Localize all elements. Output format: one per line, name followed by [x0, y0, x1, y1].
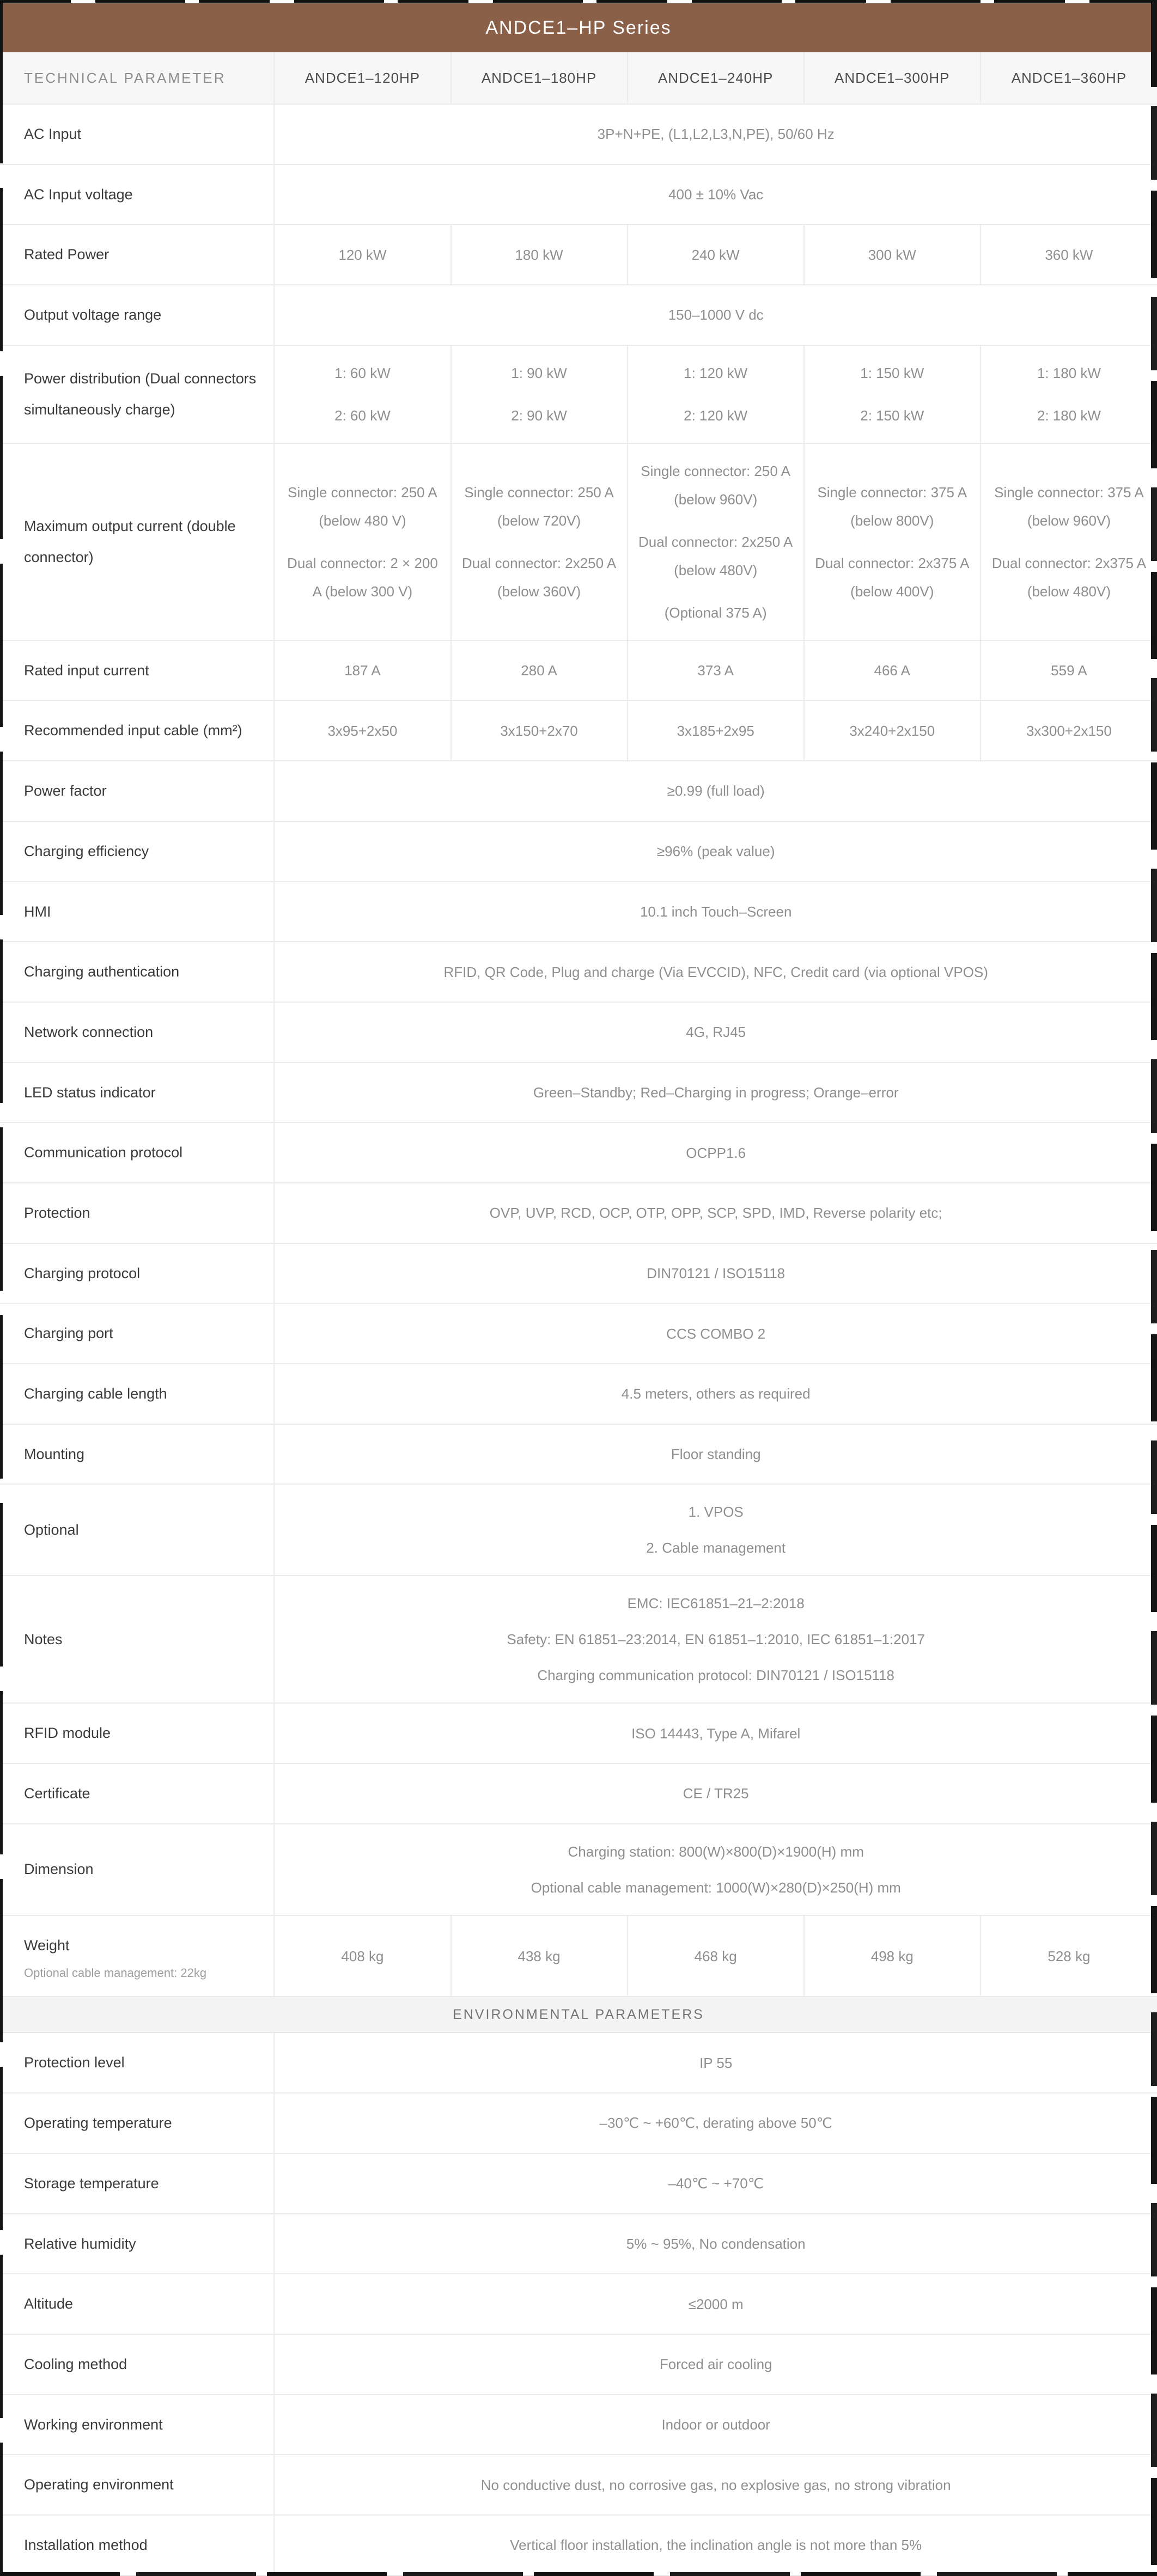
row-label: Charging efficiency — [24, 843, 149, 859]
column-header-row — [0, 52, 1157, 104]
value-cell — [981, 640, 1157, 701]
value-line: Single connector: 375 A (below 960V) — [994, 484, 1144, 529]
value-line: Optional cable management: 1000(W)×280(D)×250(H) mm — [531, 1879, 901, 1896]
row-sublabel: Optional cable management: 22kg — [24, 1966, 207, 1980]
row-label: Recommended input cable (mm²) — [24, 722, 242, 739]
table-row — [0, 942, 1157, 1002]
row-label-cell — [0, 1303, 274, 1364]
row-label-cell — [0, 2395, 274, 2455]
merged-value-cell — [274, 882, 1157, 942]
value-cell — [804, 700, 981, 761]
value-line: 180 kW — [515, 246, 563, 263]
merged-value-cell — [274, 1763, 1157, 1824]
value-line: Dual connector: 2x375 A (below 400V) — [815, 554, 970, 600]
row-label-cell — [0, 1063, 274, 1123]
table-row — [0, 2395, 1157, 2455]
value-line: 438 kg — [517, 1948, 561, 1964]
table-row — [0, 2274, 1157, 2334]
row-label: Output voltage range — [24, 307, 162, 323]
table-row — [0, 1763, 1157, 1824]
value-cell — [628, 640, 804, 701]
column-header-model-2: ANDCE1–180HP — [451, 52, 628, 104]
column-header-row — [0, 52, 1157, 104]
table-row — [0, 2515, 1157, 2575]
value-line: 3x300+2x150 — [1026, 722, 1112, 739]
value-line: DIN70121 / ISO15118 — [647, 1265, 785, 1281]
row-label: Weight — [24, 1937, 70, 1954]
row-label-cell — [0, 640, 274, 701]
value-line: Safety: EN 61851–23:2014, EN 61851–1:2010, IEC 61851–1:2017 — [507, 1631, 925, 1648]
table-row — [0, 2032, 1157, 2093]
spec-table — [0, 52, 1157, 2576]
row-label-cell — [0, 882, 274, 942]
row-label-cell — [0, 285, 274, 345]
value-line: ≥0.99 (full load) — [667, 783, 765, 799]
merged-value-cell — [274, 1122, 1157, 1183]
value-cell — [804, 345, 981, 443]
row-label: Cooling method — [24, 2355, 127, 2372]
value-cell — [628, 1915, 804, 1997]
table-row — [0, 1576, 1157, 1703]
row-label-cell — [0, 2274, 274, 2334]
value-line: Charging communication protocol: DIN70121 / ISO15118 — [537, 1667, 895, 1684]
value-line: Indoor or outdoor — [661, 2416, 770, 2433]
row-label-cell — [0, 942, 274, 1002]
value-line: 400 ± 10% Vac — [668, 186, 764, 203]
row-label-cell — [0, 164, 274, 225]
row-label-cell — [0, 1763, 274, 1824]
row-label: Installation method — [24, 2536, 148, 2553]
row-label: Charging port — [24, 1325, 113, 1342]
table-row — [0, 2455, 1157, 2515]
merged-value-cell — [274, 1063, 1157, 1123]
row-label-cell — [0, 2334, 274, 2395]
row-label-cell — [0, 821, 274, 882]
value-cell — [451, 640, 628, 701]
value-line: 150–1000 V dc — [668, 307, 764, 323]
row-label: Maximum output current (double connector) — [24, 518, 236, 565]
merged-value-cell — [274, 1824, 1157, 1915]
table-row — [0, 1364, 1157, 1424]
table-row — [0, 821, 1157, 882]
table-row — [0, 285, 1157, 345]
value-cell — [804, 1915, 981, 1997]
value-line: 4G, RJ45 — [686, 1024, 746, 1041]
value-line: 2. Cable management — [646, 1540, 786, 1556]
value-line: CCS COMBO 2 — [666, 1325, 766, 1342]
row-label-cell — [0, 1484, 274, 1576]
value-line: Forced air cooling — [659, 2356, 772, 2373]
row-label: Operating temperature — [24, 2115, 172, 2132]
merged-value-cell — [274, 1576, 1157, 1703]
column-header-model-4: ANDCE1–300HP — [804, 52, 981, 104]
value-cell — [451, 1915, 628, 1997]
row-label: RFID module — [24, 1725, 111, 1742]
row-label-cell — [0, 2153, 274, 2214]
row-label-cell — [0, 1002, 274, 1063]
merged-value-cell — [274, 1303, 1157, 1364]
row-label: Storage temperature — [24, 2175, 159, 2192]
column-header-model-1: ANDCE1–120HP — [274, 52, 450, 104]
table-row — [0, 1824, 1157, 1915]
merged-value-cell — [274, 2214, 1157, 2274]
value-line: –40℃ ~ +70℃ — [668, 2175, 764, 2192]
row-label: Power distribution (Dual connectors simultaneously charge) — [24, 370, 257, 418]
value-line: 498 kg — [870, 1948, 914, 1964]
table-row — [0, 443, 1157, 640]
merged-value-cell — [274, 2274, 1157, 2334]
merged-value-cell — [274, 164, 1157, 225]
row-label-cell — [0, 1424, 274, 1485]
merged-value-cell — [274, 1183, 1157, 1243]
row-label: Relative humidity — [24, 2235, 136, 2252]
value-line: 240 kW — [691, 246, 740, 263]
value-line: IP 55 — [699, 2054, 733, 2071]
value-line: 10.1 inch Touch–Screen — [640, 903, 792, 920]
row-label-cell — [0, 224, 274, 285]
row-label: Protection — [24, 1204, 90, 1221]
value-cell — [981, 224, 1157, 285]
value-cell — [451, 700, 628, 761]
value-cell — [628, 224, 804, 285]
value-line: Dual connector: 2x375 A (below 480V) — [991, 554, 1147, 600]
row-label-cell — [0, 761, 274, 821]
merged-value-cell — [274, 2455, 1157, 2515]
value-cell — [804, 640, 981, 701]
row-label: Mounting — [24, 1445, 85, 1462]
value-line: CE / TR25 — [683, 1785, 749, 1802]
row-label-cell — [0, 1824, 274, 1915]
row-label-cell — [0, 1703, 274, 1763]
value-cell — [628, 345, 804, 443]
row-label-cell — [0, 2214, 274, 2274]
table-row — [0, 1915, 1157, 1997]
value-line: Floor standing — [671, 1446, 761, 1463]
value-line: Vertical floor installation, the inclination angle is not more than 5% — [510, 2537, 922, 2554]
value-line: 3x240+2x150 — [849, 722, 935, 739]
row-label: Certificate — [24, 1785, 90, 1802]
value-cell — [804, 443, 981, 640]
series-title: ANDCE1–HP Series — [485, 17, 672, 38]
row-label: Charging authentication — [24, 963, 180, 980]
row-label-cell — [0, 1364, 274, 1424]
row-label-cell — [0, 2515, 274, 2575]
value-line: 280 A — [521, 662, 557, 679]
row-label-cell — [0, 104, 274, 164]
row-label: Charging protocol — [24, 1265, 141, 1281]
row-label-cell — [0, 1243, 274, 1304]
table-row — [0, 224, 1157, 285]
row-label: Protection level — [24, 2054, 125, 2071]
value-line: 300 kW — [868, 246, 916, 263]
row-label: Dimension — [24, 1861, 94, 1878]
value-line: 3P+N+PE, (L1,L2,L3,N,PE), 50/60 Hz — [597, 126, 835, 143]
row-label-cell — [0, 2093, 274, 2153]
merged-value-cell — [274, 2334, 1157, 2395]
value-line: 360 kW — [1045, 246, 1093, 263]
value-cell — [274, 345, 450, 443]
column-header-model-3: ANDCE1–240HP — [628, 52, 804, 104]
value-line: 528 kg — [1048, 1948, 1091, 1964]
section-header: ENVIRONMENTAL PARAMETERS — [0, 1997, 1157, 2032]
value-line: No conductive dust, no corrosive gas, no explosive gas, no strong vibration — [480, 2476, 951, 2493]
value-line: 2: 120 kW — [684, 407, 748, 424]
merged-value-cell — [274, 285, 1157, 345]
value-line: ≥96% (peak value) — [656, 843, 775, 860]
merged-value-cell — [274, 2032, 1157, 2093]
value-line: Dual connector: 2x250 A (below 480V) — [638, 533, 793, 578]
value-line: 2: 150 kW — [860, 407, 924, 424]
row-label: Optional — [24, 1522, 79, 1539]
table-row — [0, 2214, 1157, 2274]
value-cell — [628, 700, 804, 761]
row-label: Communication protocol — [24, 1144, 183, 1161]
section-header-row — [0, 1997, 1157, 2032]
value-line: ISO 14443, Type A, Mifarel — [631, 1725, 801, 1742]
value-line: 3x150+2x70 — [500, 722, 578, 739]
value-line: 1: 90 kW — [511, 364, 567, 381]
merged-value-cell — [274, 761, 1157, 821]
value-line: 120 kW — [338, 246, 387, 263]
value-cell — [451, 345, 628, 443]
table-row — [0, 882, 1157, 942]
value-line: Single connector: 250 A (below 960V) — [641, 462, 790, 508]
row-label: Power factor — [24, 783, 107, 799]
merged-value-cell — [274, 2395, 1157, 2455]
value-line: ≤2000 m — [688, 2296, 744, 2312]
value-cell — [274, 443, 450, 640]
value-line: 2: 60 kW — [334, 407, 391, 424]
value-cell — [804, 224, 981, 285]
merged-value-cell — [274, 1703, 1157, 1763]
value-cell — [981, 345, 1157, 443]
merged-value-cell — [274, 1243, 1157, 1304]
value-cell — [628, 443, 804, 640]
value-line: Dual connector: 2 × 200 A (below 300 V) — [287, 554, 438, 600]
table-row — [0, 1002, 1157, 1063]
value-line: (Optional 375 A) — [664, 604, 767, 621]
value-line: 2: 180 kW — [1037, 407, 1101, 424]
top-edge-artifact — [0, 0, 1157, 3]
value-line: –30℃ ~ +60℃, derating above 50℃ — [599, 2115, 832, 2132]
value-cell — [274, 1915, 450, 1997]
value-line: 1: 60 kW — [334, 364, 391, 381]
table-row — [0, 1703, 1157, 1763]
table-row — [0, 2093, 1157, 2153]
table-row — [0, 1183, 1157, 1243]
row-label: AC Input voltage — [24, 186, 133, 203]
row-label: AC Input — [24, 126, 82, 142]
table-row — [0, 164, 1157, 225]
value-line: 5% ~ 95%, No condensation — [626, 2235, 806, 2252]
value-line: RFID, QR Code, Plug and charge (Via EVCCID), NFC, Credit card (via optional VPOS) — [443, 963, 988, 980]
value-line: 4.5 meters, others as required — [621, 1385, 811, 1402]
table-row — [0, 2334, 1157, 2395]
series-title-bar — [0, 3, 1157, 52]
value-cell — [274, 700, 450, 761]
value-line: 1: 120 kW — [684, 364, 748, 381]
row-label-cell — [0, 345, 274, 443]
value-line: 373 A — [697, 662, 734, 679]
value-cell — [274, 640, 450, 701]
value-line: 1: 150 kW — [860, 364, 924, 381]
value-line: OVP, UVP, RCD, OCP, OTP, OPP, SCP, SPD, IMD, Reverse polarity etc; — [489, 1205, 942, 1222]
row-label-cell — [0, 1122, 274, 1183]
value-line: 187 A — [344, 662, 381, 679]
row-label: Altitude — [24, 2296, 74, 2312]
value-cell — [981, 443, 1157, 640]
table-row — [0, 2153, 1157, 2214]
row-label: Notes — [24, 1631, 63, 1648]
row-label: HMI — [24, 903, 51, 920]
merged-value-cell — [274, 104, 1157, 164]
row-label-cell — [0, 443, 274, 640]
value-line: Single connector: 375 A (below 800V) — [817, 484, 967, 529]
value-line: Green–Standby; Red–Charging in progress; Orange–error — [533, 1084, 899, 1101]
table-row — [0, 1122, 1157, 1183]
value-line: Single connector: 250 A (below 480 V) — [288, 484, 437, 529]
table-row — [0, 1424, 1157, 1485]
row-label-cell — [0, 1576, 274, 1703]
row-label-cell — [0, 1915, 274, 1997]
row-label: Network connection — [24, 1023, 154, 1040]
merged-value-cell — [274, 821, 1157, 882]
merged-value-cell — [274, 1002, 1157, 1063]
value-line: 466 A — [874, 662, 911, 679]
value-cell — [274, 224, 450, 285]
value-line: 408 kg — [341, 1948, 384, 1964]
value-cell — [981, 700, 1157, 761]
value-line: 559 A — [1051, 662, 1087, 679]
row-label: Rated Power — [24, 246, 109, 263]
merged-value-cell — [274, 2093, 1157, 2153]
value-line: 3x95+2x50 — [327, 722, 398, 739]
column-header-parameter: TECHNICAL PARAMETER — [0, 52, 274, 104]
value-cell — [981, 1915, 1157, 1997]
merged-value-cell — [274, 1424, 1157, 1485]
value-line: EMC: IEC61851–21–2:2018 — [627, 1595, 805, 1612]
merged-value-cell — [274, 942, 1157, 1002]
table-row — [0, 1063, 1157, 1123]
value-cell — [451, 224, 628, 285]
table-row — [0, 1243, 1157, 1304]
table-row — [0, 1303, 1157, 1364]
merged-value-cell — [274, 1364, 1157, 1424]
value-line: Single connector: 250 A (below 720V) — [464, 484, 614, 529]
row-label: Charging cable length — [24, 1385, 167, 1402]
value-line: Charging station: 800(W)×800(D)×1900(H) mm — [568, 1843, 864, 1860]
row-label-cell — [0, 1183, 274, 1243]
value-line: 1: 180 kW — [1037, 364, 1101, 381]
table-row — [0, 104, 1157, 164]
table-row — [0, 761, 1157, 821]
table-row — [0, 345, 1157, 443]
table-row — [0, 1484, 1157, 1576]
table-row — [0, 640, 1157, 701]
value-line: 3x185+2x95 — [677, 722, 754, 739]
value-line: Dual connector: 2x250 A (below 360V) — [461, 554, 617, 600]
row-label: LED status indicator — [24, 1084, 156, 1101]
row-label-cell — [0, 2455, 274, 2515]
table-row — [0, 700, 1157, 761]
merged-value-cell — [274, 2515, 1157, 2575]
merged-value-cell — [274, 1484, 1157, 1576]
column-header-model-5: ANDCE1–360HP — [981, 52, 1157, 104]
value-line: 1. VPOS — [688, 1504, 744, 1521]
value-line: 2: 90 kW — [511, 407, 567, 424]
row-label: Operating environment — [24, 2476, 174, 2493]
merged-value-cell — [274, 2153, 1157, 2214]
row-label-cell — [0, 2032, 274, 2093]
row-label-cell — [0, 700, 274, 761]
row-label: Working environment — [24, 2416, 163, 2433]
value-line: 468 kg — [694, 1948, 737, 1964]
row-label: Rated input current — [24, 662, 149, 679]
spec-table-body — [0, 104, 1157, 2575]
value-line: OCPP1.6 — [686, 1144, 746, 1161]
value-cell — [451, 443, 628, 640]
